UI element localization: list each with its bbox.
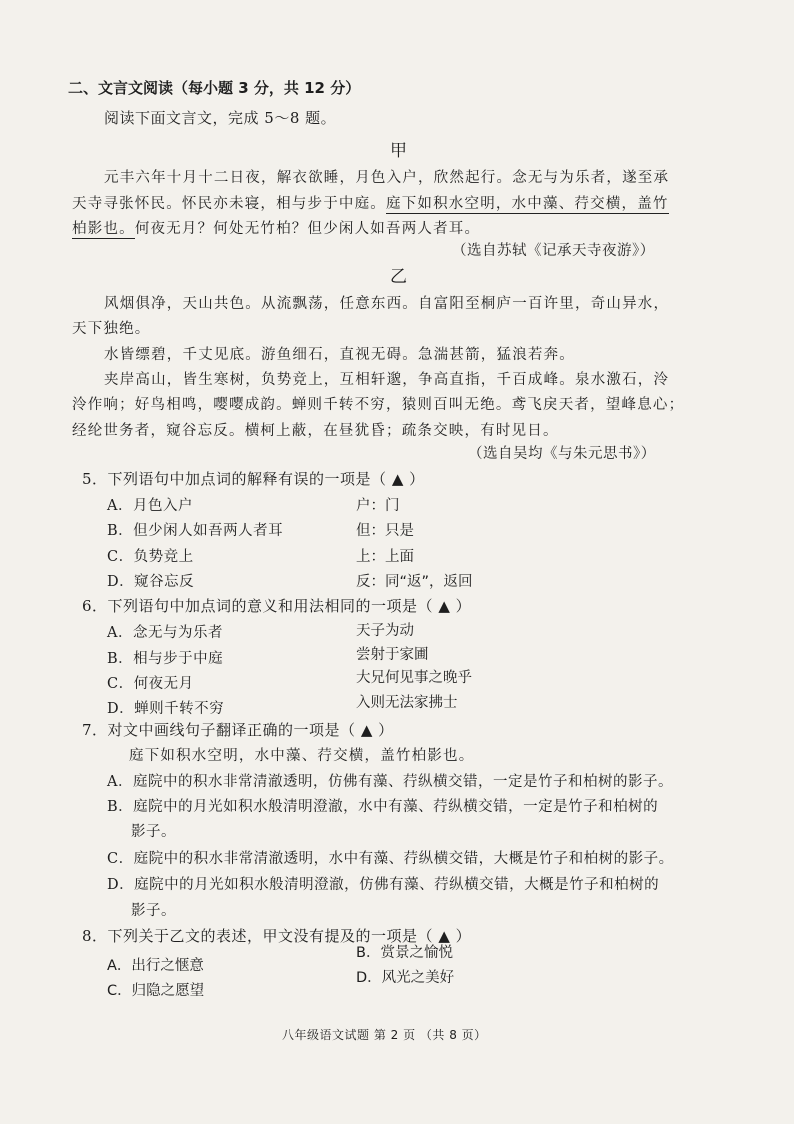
passage-a-text: 天寺寻张怀民。怀民亦未寝，相与步于中庭。 — [72, 196, 386, 212]
q8-option-d: D．风光之美好 — [356, 970, 455, 986]
q7-quote: 庭下如积水空明，水中藻、荇交横，盖竹柏影也。 — [129, 748, 475, 764]
section-title: 二、文言文阅读（每小题 3 分，共 12 分） — [68, 79, 361, 97]
q6-option-d-compare: 入则无法家拂士 — [356, 695, 458, 711]
q6-option-a: A．念无与为乐者 — [107, 625, 223, 641]
q8-option-b: B．赏景之愉悦 — [356, 945, 453, 961]
q7-option-b: B．庭院中的月光如积水般清明澄澈，水中有藻、荇纵横交错，一定是竹子和柏树的 — [107, 799, 659, 815]
q6-option-d: D．蝉则千转不穷 — [107, 701, 225, 717]
question-5-stem: 5．下列语句中加点词的解释有误的一项是（ ▲ ） — [82, 470, 425, 488]
q7-option-d-cont: 影子。 — [131, 903, 176, 919]
passage-b-line: 夹岸高山，皆生寒树，负势竞上，互相轩邈，争高直指，千百成峰。泉水激石，泠 — [104, 372, 670, 388]
q6-option-c: C．何夜无月 — [107, 676, 194, 692]
passage-b-line: 经纶世务者，窥谷忘反。横柯上蔽，在昼犹昏；疏条交映，有时见日。 — [72, 423, 559, 439]
passage-a-line — [72, 217, 480, 238]
q7-option-d: D．庭院中的月光如积水般清明澄澈，仿佛有藻、荇纵横交错，大概是竹子和柏树的 — [107, 877, 660, 893]
q5-option-b: B．但少闲人如吾两人者耳 — [107, 523, 284, 539]
passage-a-source: （选自苏轼《记承天寺夜游》） — [452, 243, 655, 259]
passage-b-line: 泠作响；好鸟相鸣，嘤嘤成韵。蝉则千转不穷，猿则百叫无绝。鸢飞戾天者，望峰息心； — [72, 397, 685, 413]
q6-option-b: B．相与步于中庭 — [107, 651, 224, 667]
passage-a-line — [72, 192, 669, 213]
underlined-sentence: 柏影也。 — [72, 221, 135, 237]
q8-option-c: C．归隐之愿望 — [107, 983, 205, 999]
q6-option-b-compare: 尝射于家圃 — [356, 647, 429, 663]
q6-option-c-compare: 大兄何见事之晚乎 — [356, 670, 472, 686]
q7-option-c: C．庭院中的积水非常清澈透明，水中有藻、荇纵横交错，大概是竹子和柏树的影子。 — [107, 851, 674, 867]
q7-option-b-cont: 影子。 — [131, 824, 176, 840]
passage-a-heading: 甲 — [390, 141, 407, 161]
q7-option-a: A．庭院中的积水非常清澈透明，仿佛有藻、荇纵横交错，一定是竹子和柏树的影子。 — [107, 774, 673, 790]
question-8-stem: 8．下列关于乙文的表述，甲文没有提及的一项是（ ▲ ） — [82, 927, 472, 945]
instruction: 阅读下面文言文，完成 5～8 题。 — [104, 109, 337, 127]
q5-option-a: A．月色入户 — [107, 498, 193, 514]
passage-b-line: 水皆缥碧，千丈见底。游鱼细石，直视无碍。急湍甚箭，猛浪若奔。 — [104, 347, 575, 363]
q5-option-c-gloss: 上：上面 — [356, 549, 414, 565]
q8-option-a: A．出行之惬意 — [107, 958, 204, 974]
underlined-sentence: 庭下如积水空明，水中藻、荇交横，盖竹 — [386, 196, 669, 212]
q5-option-d: D．窥谷忘反 — [107, 574, 195, 590]
passage-a-line: 元丰六年十月十二日夜，解衣欲睡，月色入户，欣然起行。念无与为乐者，遂至承 — [104, 170, 670, 186]
passage-b-line: 天下独绝。 — [72, 321, 151, 337]
q5-option-c: C．负势竞上 — [107, 549, 194, 565]
question-7-stem: 7．对文中画线句子翻译正确的一项是（ ▲ ） — [82, 721, 394, 739]
q5-option-a-gloss: 户：门 — [356, 498, 400, 514]
passage-b-line: 风烟俱净，天山共色。从流飘荡，任意东西。自富阳至桐庐一百许里，奇山异水， — [104, 296, 670, 312]
q6-option-a-compare: 天子为动 — [356, 623, 414, 639]
passage-b-source: （选自吴均《与朱元思书》） — [468, 446, 656, 462]
question-6-stem: 6．下列语句中加点词的意义和用法相同的一项是（ ▲ ） — [82, 597, 472, 615]
passage-a-text: 何夜无月？何处无竹柏？但少闲人如吾两人者耳。 — [134, 221, 481, 237]
q5-option-b-gloss: 但：只是 — [356, 523, 414, 539]
page-footer: 八年级语文试题 第 2 页 （共 8 页） — [282, 1028, 487, 1042]
q5-option-d-gloss: 反：同“返”，返回 — [356, 574, 473, 590]
passage-b-heading: 乙 — [390, 267, 407, 287]
